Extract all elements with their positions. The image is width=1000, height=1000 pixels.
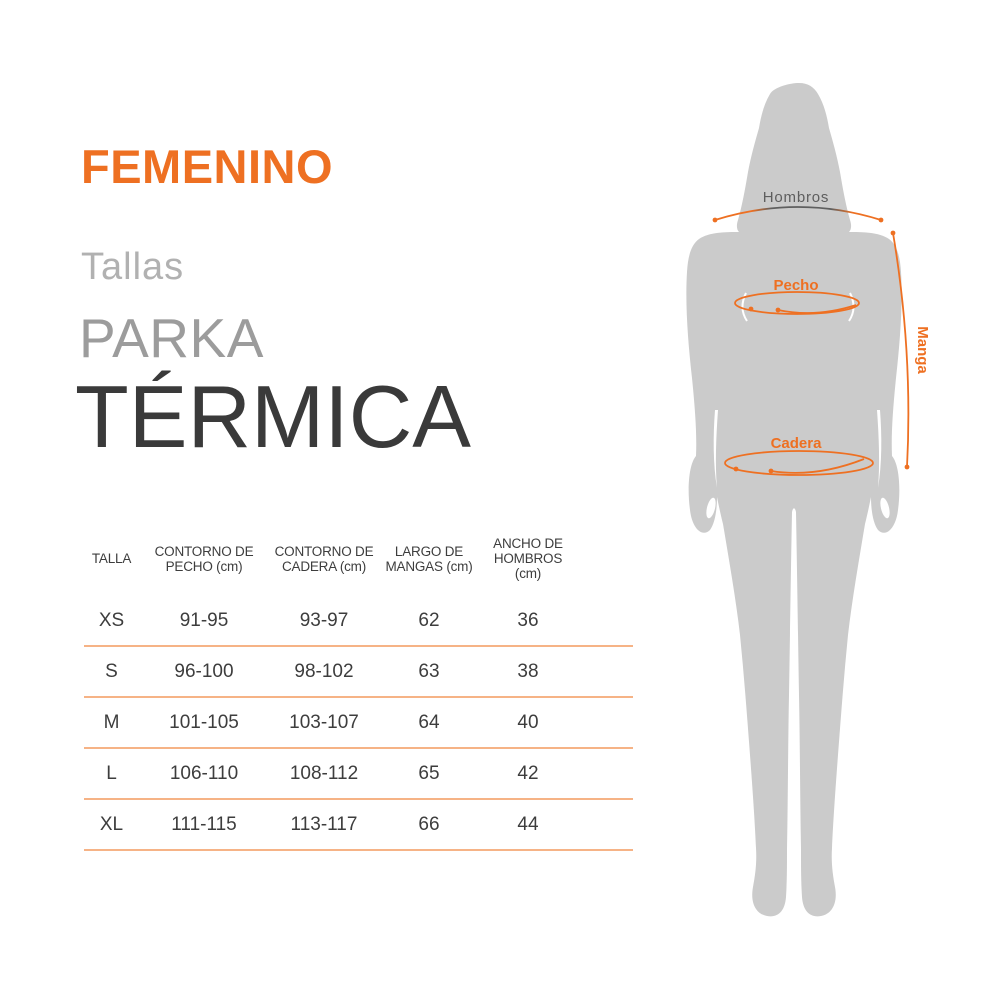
female-silhouette [686,83,901,916]
cell-hombros: 42 [517,762,539,784]
table-row [84,749,633,800]
cell-cadera: 113-117 [290,813,358,835]
table-row [84,596,633,647]
cell-cadera: 93-97 [299,609,349,631]
cell-hombros: 44 [517,813,539,835]
cell-mangas: 64 [418,711,440,733]
column-header-mangas: LARGO DE MANGAS (cm) [385,543,473,574]
cell-cadera: 108-112 [289,762,359,784]
size-table-header [84,536,633,580]
shoulders-arrow-end-left [713,218,718,223]
hip-arrow-dot-inner [769,469,774,474]
cell-mangas: 62 [418,609,440,631]
cell-mangas: 63 [418,660,440,682]
section-title: Tallas [81,246,185,288]
cell-hombros: 36 [517,609,539,631]
table-row [84,698,633,749]
table-row [84,647,633,698]
column-header-cadera: CONTORNO DE CADERA (cm) [274,543,374,574]
column-header-talla: TALLA [91,551,132,566]
table-row [84,800,633,851]
shoulders-arrow-end-right [879,218,884,223]
cell-pecho: 106-110 [169,762,239,784]
hip-label: Cadera [770,435,822,452]
cell-mangas: 66 [418,813,440,835]
sleeve-arrow-end-bottom [905,465,910,470]
chest-arrow-dot-inner [776,308,781,313]
cell-talla: L [106,762,117,784]
cell-pecho: 111-115 [171,813,237,835]
cell-mangas: 65 [418,762,440,784]
product-name-line2: TÉRMICA [75,367,471,466]
sleeve-arrow-end-top [891,231,896,236]
shoulders-label: Hombros [762,189,830,206]
product-name-line1: PARKA [79,307,264,369]
cell-talla: XL [99,813,124,835]
cell-cadera: 103-107 [289,711,359,733]
sleeve-label: Manga [914,326,931,374]
cell-pecho: 96-100 [174,660,234,682]
cell-talla: XS [98,609,125,631]
measurement-diagram [650,60,980,940]
column-header-hombros: ANCHO DE HOMBROS (cm) [493,536,563,581]
cell-cadera: 98-102 [294,660,354,682]
column-header-pecho: CONTORNO DE PECHO (cm) [154,543,254,574]
cell-hombros: 40 [517,711,539,733]
cell-pecho: 101-105 [169,711,239,733]
cell-talla: S [105,660,118,682]
cell-talla: M [103,711,120,733]
chest-label: Pecho [773,277,819,294]
size-table [84,536,633,851]
chest-arrow-dot-outer [749,307,754,312]
cell-hombros: 38 [517,660,539,682]
hip-arrow-dot-outer [734,467,739,472]
category-title: FEMENINO [81,140,334,193]
cell-pecho: 91-95 [179,609,229,631]
